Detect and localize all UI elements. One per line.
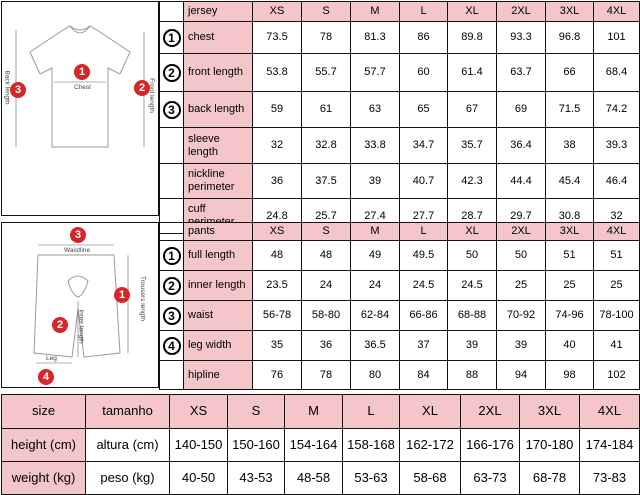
size-header-cell: 4XL xyxy=(594,223,640,241)
measure-value: 36 xyxy=(302,331,351,361)
measure-value: 68.4 xyxy=(594,54,640,92)
marker-4: 4 xyxy=(38,369,54,385)
measure-value: 37 xyxy=(400,331,448,361)
chest-label: Chest xyxy=(74,84,91,91)
size-value: 58-68 xyxy=(400,462,461,495)
size-header-cell: 3XL xyxy=(546,223,594,241)
front-length-label: Front length xyxy=(147,78,155,113)
size-header-cell: M xyxy=(351,2,400,22)
measure-value: 78-100 xyxy=(594,301,640,331)
size-header-row xyxy=(2,395,640,429)
size-value: 43-53 xyxy=(228,462,285,495)
measure-value: 78 xyxy=(302,361,351,390)
marker-1: 1 xyxy=(114,287,130,303)
size-header-cell: XS xyxy=(253,2,302,22)
size-header-cell: 4XL xyxy=(580,395,640,429)
measure-value: 32 xyxy=(594,199,640,234)
marker-2: 2 xyxy=(134,80,150,96)
size-value: 150-160 xyxy=(228,429,285,462)
row-number-badge: 3 xyxy=(163,101,181,119)
row-number-cell xyxy=(160,128,184,164)
size-header-cell: XS xyxy=(170,395,228,429)
jersey-table xyxy=(159,1,640,234)
measure-value: 34.7 xyxy=(400,128,448,164)
measure-value: 39.3 xyxy=(594,128,640,164)
measure-value: 102 xyxy=(594,361,640,390)
measure-value: 48 xyxy=(253,241,302,271)
measure-value: 96.8 xyxy=(546,22,594,54)
pants-diagram xyxy=(1,222,159,388)
jersey-measure-row xyxy=(160,128,640,164)
pants-measure-row xyxy=(160,331,640,361)
measure-value: 49 xyxy=(351,241,400,271)
size-header-cell: XL xyxy=(448,223,497,241)
measure-value: 61.4 xyxy=(448,54,497,92)
size-header-cell: XL xyxy=(448,2,497,22)
measure-value: 61 xyxy=(302,92,351,128)
measure-value: 37.5 xyxy=(302,164,351,199)
measure-value: 66-86 xyxy=(400,301,448,331)
back-length-label: Back length xyxy=(3,70,11,105)
measure-value: 25 xyxy=(546,271,594,301)
size-value: 140-150 xyxy=(170,429,228,462)
measure-value: 71.5 xyxy=(546,92,594,128)
measure-value: 76 xyxy=(253,361,302,390)
measure-value: 27.7 xyxy=(400,199,448,234)
measure-label: nickline perimeter xyxy=(184,164,253,199)
measure-label: waist xyxy=(184,301,253,331)
size-table xyxy=(1,394,640,495)
measure-value: 40 xyxy=(546,331,594,361)
measure-label: chest xyxy=(184,22,253,54)
pants-header-title: pants xyxy=(184,223,253,241)
measure-value: 50 xyxy=(448,241,497,271)
size-value: 166-176 xyxy=(461,429,520,462)
measure-value: 94 xyxy=(497,361,546,390)
inner-length-label: Inner length xyxy=(77,309,85,344)
row-number-cell xyxy=(160,271,184,301)
size-value: 63-73 xyxy=(461,462,520,495)
jersey-measure-row xyxy=(160,164,640,199)
measure-label: cuff xyxy=(184,199,253,234)
measure-value: 63 xyxy=(351,92,400,128)
row-number-cell xyxy=(160,22,184,54)
row-number-cell xyxy=(160,92,184,128)
measure-value: 24 xyxy=(351,271,400,301)
marker-3: 3 xyxy=(10,82,26,98)
measure-value: 59 xyxy=(253,92,302,128)
measure-value: 53.8 xyxy=(253,54,302,92)
measure-value: 29.7 xyxy=(497,199,546,234)
row-number-badge: 3 xyxy=(163,307,181,325)
measure-label: sleeve length xyxy=(184,128,253,164)
measure-value: 81.3 xyxy=(351,22,400,54)
measure-value: 24.5 xyxy=(448,271,497,301)
size-row-label: height (cm) xyxy=(2,429,86,462)
measure-label: inner length xyxy=(184,271,253,301)
pants-measure-row xyxy=(160,361,640,390)
size-row-label-pt: peso (kg) xyxy=(86,462,170,495)
row-number-badge: 1 xyxy=(163,29,181,47)
measure-value: 50 xyxy=(497,241,546,271)
jersey-measure-row xyxy=(160,54,640,92)
row-number-cell xyxy=(160,301,184,331)
measure-value: 44.4 xyxy=(497,164,546,199)
size-header-cell: L xyxy=(400,223,448,241)
measure-value: 46.4 xyxy=(594,164,640,199)
measure-value: 25 xyxy=(594,271,640,301)
header-blank-cell xyxy=(160,2,184,22)
row-number-badge: 4 xyxy=(163,337,181,355)
size-header-cell: 2XL xyxy=(461,395,520,429)
measure-value: 86 xyxy=(400,22,448,54)
measure-value: 84 xyxy=(400,361,448,390)
size-value: 162-172 xyxy=(400,429,461,462)
measure-value: 41 xyxy=(594,331,640,361)
size-row-label-pt: altura (cm) xyxy=(86,429,170,462)
measure-value: 80 xyxy=(351,361,400,390)
size-header-cell: 2XL xyxy=(497,2,546,22)
pants-header-row xyxy=(160,223,640,241)
size-value: 158-168 xyxy=(343,429,400,462)
measure-value: 49.5 xyxy=(400,241,448,271)
measure-value: 65 xyxy=(400,92,448,128)
measure-label: back length xyxy=(184,92,253,128)
size-header-cell: 2XL xyxy=(497,223,546,241)
measure-value: 74-96 xyxy=(546,301,594,331)
row-number-cell xyxy=(160,331,184,361)
measure-value: 24.5 xyxy=(400,271,448,301)
row-number-cell xyxy=(160,164,184,199)
measure-value: 66 xyxy=(546,54,594,92)
size-value: 174-184 xyxy=(580,429,640,462)
size-header-cell: M xyxy=(351,223,400,241)
size-header-title: size xyxy=(2,395,86,429)
jersey-diagram xyxy=(1,1,159,216)
measure-label: hipline xyxy=(184,361,253,390)
pants-measure-row xyxy=(160,271,640,301)
measure-value: 32.8 xyxy=(302,128,351,164)
size-header-cell: S xyxy=(302,2,351,22)
measure-value: 88 xyxy=(448,361,497,390)
row-number-badge: 2 xyxy=(163,64,181,82)
measure-value: 101 xyxy=(594,22,640,54)
row-number-badge: 1 xyxy=(163,247,181,265)
pants-measure-row xyxy=(160,241,640,271)
size-value: 170-180 xyxy=(520,429,580,462)
marker-3: 3 xyxy=(70,227,86,243)
row-number-badge: 2 xyxy=(163,277,181,295)
row-number-cell xyxy=(160,54,184,92)
measure-value: 42.3 xyxy=(448,164,497,199)
size-header-cell: L xyxy=(400,2,448,22)
measure-value: 39 xyxy=(448,331,497,361)
size-header-cell: XL xyxy=(400,395,461,429)
jersey-header-title: jersey xyxy=(184,2,253,22)
waistline-label: Waistline xyxy=(64,247,91,254)
measure-value: 33.8 xyxy=(351,128,400,164)
measure-value: 74.2 xyxy=(594,92,640,128)
measure-value: 98 xyxy=(546,361,594,390)
size-header-cell: XS xyxy=(253,223,302,241)
measure-value: 51 xyxy=(594,241,640,271)
size-value: 40-50 xyxy=(170,462,228,495)
measure-value: 60 xyxy=(400,54,448,92)
measure-value: 67 xyxy=(448,92,497,128)
measure-value: 39 xyxy=(497,331,546,361)
size-header-cell: 4XL xyxy=(594,2,640,22)
measure-value: 55.7 xyxy=(302,54,351,92)
measure-value: 25.7 xyxy=(302,199,351,234)
size-value: 53-63 xyxy=(343,462,400,495)
size-header-cell: 3XL xyxy=(546,2,594,22)
jersey-header-row xyxy=(160,2,640,22)
size-header-cell: 3XL xyxy=(520,395,580,429)
measure-value: 73.5 xyxy=(253,22,302,54)
size-value: 154-164 xyxy=(285,429,343,462)
size-row xyxy=(2,429,640,462)
measure-value: 45.4 xyxy=(546,164,594,199)
size-header-cell: S xyxy=(228,395,285,429)
size-row-label: weight (kg) xyxy=(2,462,86,495)
measure-value: 51 xyxy=(546,241,594,271)
measure-value: 63.7 xyxy=(497,54,546,92)
measure-value: 89.8 xyxy=(448,22,497,54)
measure-value: 24.8 xyxy=(253,199,302,234)
measure-value: 70-92 xyxy=(497,301,546,331)
pants-measure-row xyxy=(160,301,640,331)
size-value: 73-83 xyxy=(580,462,640,495)
marker-2: 2 xyxy=(52,317,68,333)
marker-1: 1 xyxy=(74,64,90,80)
size-header-title: tamanho xyxy=(86,395,170,429)
measure-value: 93.3 xyxy=(497,22,546,54)
measure-label: full length xyxy=(184,241,253,271)
measure-value: 56-78 xyxy=(253,301,302,331)
pants-table xyxy=(159,222,640,390)
measure-value: 48 xyxy=(302,241,351,271)
size-header-cell: L xyxy=(343,395,400,429)
measure-value: 27.4 xyxy=(351,199,400,234)
measure-value: 78 xyxy=(302,22,351,54)
size-value: 68-78 xyxy=(520,462,580,495)
row-number-cell xyxy=(160,241,184,271)
size-header-cell: M xyxy=(285,395,343,429)
header-blank-cell xyxy=(160,223,184,241)
size-value: 48-58 xyxy=(285,462,343,495)
measure-value: 35.7 xyxy=(448,128,497,164)
measure-label: front length xyxy=(184,54,253,92)
jersey-measure-row xyxy=(160,92,640,128)
measure-value: 25 xyxy=(497,271,546,301)
measure-value: 39 xyxy=(351,164,400,199)
jersey-measure-row xyxy=(160,22,640,54)
trousers-length-label: Trousers length xyxy=(138,276,146,321)
size-header-cell: S xyxy=(302,223,351,241)
row-number-cell xyxy=(160,361,184,390)
measure-value: 24 xyxy=(302,271,351,301)
measure-value: 23.5 xyxy=(253,271,302,301)
measure-value: 58-80 xyxy=(302,301,351,331)
measure-value: 36.4 xyxy=(497,128,546,164)
measure-value: 32 xyxy=(253,128,302,164)
measure-value: 57.7 xyxy=(351,54,400,92)
measure-value: 36 xyxy=(253,164,302,199)
measure-value: 30.8 xyxy=(546,199,594,234)
measure-value: 38 xyxy=(546,128,594,164)
size-row xyxy=(2,462,640,495)
measure-value: 35 xyxy=(253,331,302,361)
measure-value: 40.7 xyxy=(400,164,448,199)
measure-value: 68-88 xyxy=(448,301,497,331)
measure-value: 62-84 xyxy=(351,301,400,331)
leg-label: Leg xyxy=(46,355,57,362)
measure-value: 69 xyxy=(497,92,546,128)
measure-value: 28.7 xyxy=(448,199,497,234)
measure-value: 36.5 xyxy=(351,331,400,361)
measure-label: leg width xyxy=(184,331,253,361)
